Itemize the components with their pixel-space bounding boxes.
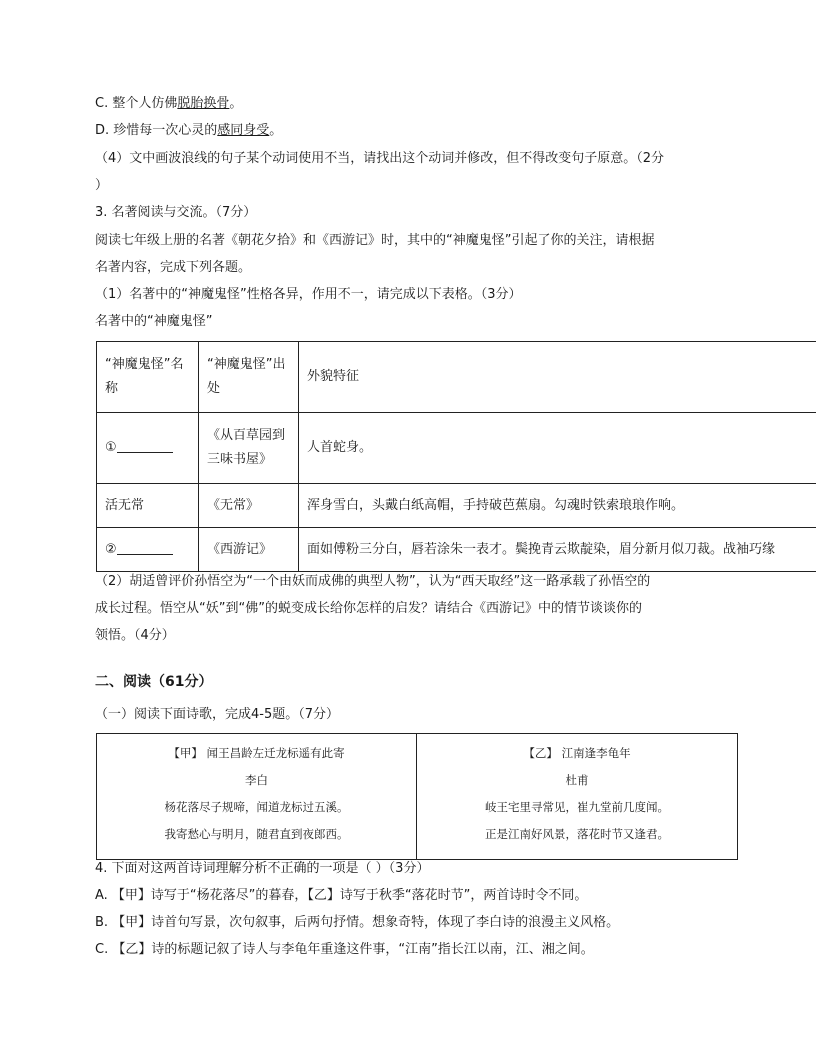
poem-author: 杜甫	[565, 773, 589, 787]
poem-line: 岐王宅里寻常见，崔九堂前几度闻。	[485, 800, 669, 814]
cell-source: 《无常》	[199, 484, 299, 528]
answer-blank[interactable]	[117, 438, 173, 453]
part-1-title: （一）阅读下面诗歌，完成4-5题。（7分）	[95, 707, 340, 722]
sub-question-4-cont: ）	[95, 178, 109, 193]
poem-line: 正是江南好风景，落花时节又逢君。	[485, 827, 669, 841]
poem-table	[96, 733, 738, 860]
option-d-end: 。	[269, 123, 283, 138]
poem-author: 李白	[245, 773, 268, 787]
cell-name	[97, 528, 199, 572]
question-3-title: 3. 名著阅读与交流。（7分）	[95, 205, 257, 220]
poem-yi	[417, 734, 738, 860]
cell-feature: 浑身雪白，头戴白纸高帽，手持破芭蕉扇。勾魂时铁索琅琅作响。	[299, 484, 816, 528]
table-caption: 名著中的“神魔鬼怪”	[95, 314, 213, 329]
header-source: “神魔鬼怪”出处	[199, 342, 299, 413]
answer-blank[interactable]	[117, 540, 173, 555]
monster-table	[96, 341, 816, 572]
option-c	[95, 95, 242, 113]
table-header-row	[97, 342, 816, 413]
cell-name	[97, 413, 199, 484]
option-d-underlined-word: 感同身受	[217, 123, 270, 138]
poem-title: 【乙】 江南逢李龟年	[523, 746, 631, 760]
cell-name: 活无常	[97, 484, 199, 528]
header-name: “神魔鬼怪”名称	[97, 342, 199, 413]
sub-question-4: （4）文中画波浪线的句子某个动词使用不当，请找出这个动词并修改，但不得改变句子原意。（2分	[95, 151, 665, 166]
section-title: 二、阅读（61分）	[95, 674, 213, 690]
option-d	[95, 122, 282, 140]
poem-line: 杨花落尽子规啼，闻道龙标过五溪。	[164, 800, 349, 814]
table-row	[97, 413, 816, 484]
cell-name-number: ①	[105, 440, 117, 455]
question-4-option-c: C. 【乙】诗的标题记叙了诗人与李龟年重逢这件事，“江南”指长江以南，江、湘之间。	[95, 942, 594, 957]
question-4-option-a: A. 【甲】诗写于“杨花落尽”的暮春，【乙】诗写于秋季“落花时节”，两首诗时令不同。	[95, 888, 588, 903]
cell-feature: 面如傅粉三分白，唇若涂朱一表才。鬓挽青云欺靛染，眉分新月似刀裁。战袖巧缘	[299, 528, 816, 572]
poem-line: 我寄愁心与明月，随君直到夜郎西。	[164, 827, 349, 841]
option-c-underlined-word: 脱胎换骨	[177, 96, 230, 111]
poem-jia	[97, 734, 417, 860]
question-3-intro: 阅读七年级上册的名著《朝花夕拾》和《西游记》时，其中的“神魔鬼怪”引起了你的关注，请根据	[95, 233, 655, 248]
header-feature: 外貌特征	[299, 342, 816, 413]
option-d-text: D. 珍惜每一次心灵的	[95, 123, 218, 138]
option-c-text: C. 整个人仿佛	[95, 96, 178, 111]
question-4-option-b: B. 【甲】诗首句写景，次句叙事，后两句抒情。想象奇特，体现了李白诗的浪漫主义风格。	[95, 915, 620, 930]
table-row	[97, 484, 816, 528]
question-3-sub1: （1）名著中的“神魔鬼怪”性格各异，作用不一，请完成以下表格。（3分）	[95, 287, 522, 302]
cell-name-number: ②	[105, 541, 117, 557]
table-row	[97, 528, 816, 572]
option-c-end: 。	[229, 96, 243, 111]
cell-source: 《西游记》	[199, 528, 299, 572]
question-3-sub2: （2）胡适曾评价孙悟空为“一个由妖而成佛的典型人物”，认为“西天取经”这一路承载了孙悟空的	[95, 574, 651, 589]
cell-source: 《从百草园到三味书屋》	[199, 413, 299, 484]
cell-feature: 人首蛇身。	[299, 413, 816, 484]
question-3-sub2-end: 领悟。（4分）	[95, 628, 175, 643]
poem-title: 【甲】 闻王昌龄左迁龙标遥有此寄	[168, 746, 345, 760]
question-4-stem: 4. 下面对这两首诗词理解分析不正确的一项是（ ）（3分）	[95, 861, 430, 876]
question-3-intro-cont: 名著内容，完成下列各题。	[95, 260, 252, 275]
question-3-sub2-cont: 成长过程。悟空从“妖”到“佛”的蜕变成长给你怎样的启发？请结合《西游记》中的情节谈谈你的	[95, 601, 642, 616]
